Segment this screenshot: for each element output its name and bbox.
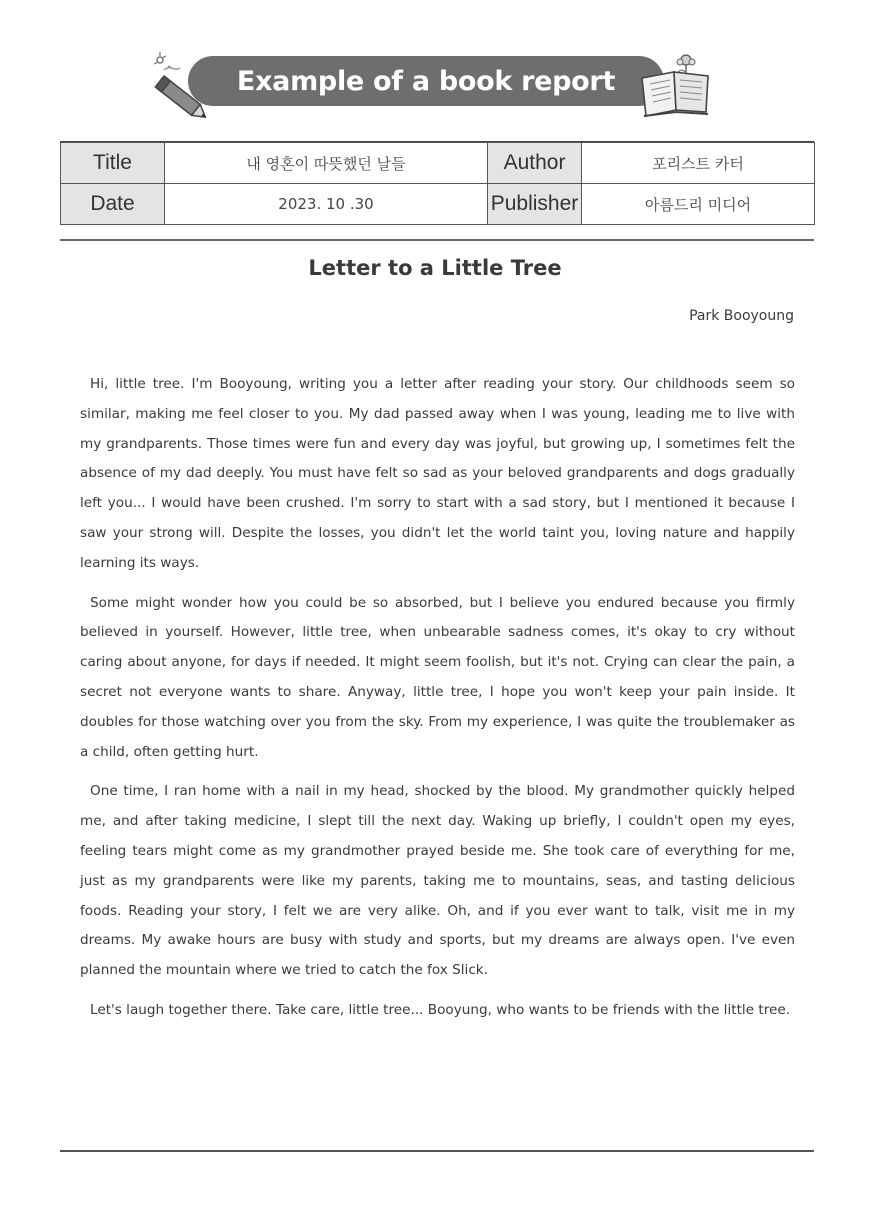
author-label: Author xyxy=(488,143,582,184)
paragraph: One time, I ran home with a nail in my head, shocked by the blood. My grandmother quickly helped me, and after taking medicine, I slept till the next day. Waking up briefly, I couldn't open my eyes, feeling tears might come as my grandmother prayed beside me. She took care of everything for me, just as my grandparents were like my parents, taking me to mountains, seas, and tasting delicious foods. Reading your story, I felt we are very alike. Oh, and if you ever want to talk, visit me in my dreams. My awake hours are busy with study and sports, but my dreams are always open. I've even planned the mountain where we tried to catch the fox Slick. xyxy=(80,783,795,979)
title-value: 내 영혼이 따뜻했던 날들 xyxy=(165,143,488,184)
publisher-value: 아름드리 미디어 xyxy=(582,184,815,225)
footer-rule xyxy=(60,1150,814,1152)
publisher-label: Publisher xyxy=(488,184,582,225)
date-value: 2023. 10 .30 xyxy=(165,184,488,225)
date-label: Date xyxy=(61,184,165,225)
paragraph: Hi, little tree. I'm Booyoung, writing you a letter after reading your story. Our childhoods seem so similar, making me feel closer to you. My dad passed away when I was young, leading me to live with my grandparents. Those times were fun and every day was joyful, but growing up, I sometimes felt the absence of my dad deeply. You must have felt so sad as your beloved grandparents and dogs gradually left you... I would have been crushed. I'm sorry to start with a sad story, but I mentioned it because I saw your strong will. Despite the losses, you didn't let the world taint you, loving nature and happily learning its ways. xyxy=(80,376,795,571)
report-body xyxy=(80,370,795,1036)
title-label: Title xyxy=(61,143,165,184)
report-title: Letter to a Little Tree xyxy=(308,256,562,280)
banner-bar xyxy=(188,56,664,106)
paragraph: Some might wonder how you could be so absorbed, but I believe you endured because you firmly believed in yourself. However, little tree, when unbearable sadness comes, it's okay to cry without caring about anyone, for days if needed. It might seem foolish, but it's not. Crying can clear the pain, a secret not everyone wants to share. Anyway, little tree, I hope you won't keep your pain inside. It doubles for those watching over you from the sky. From my experience, I was quite the troublemaker as a child, often getting hurt. xyxy=(80,594,795,760)
page-title: Example of a book report xyxy=(236,65,616,97)
author-value: 포리스트 카터 xyxy=(582,143,815,184)
section-divider xyxy=(60,239,814,241)
header-banner xyxy=(150,50,730,120)
paragraph: Let's laugh together there. Take care, little tree... Booyung, who wants to be friends with the little tree. xyxy=(90,1001,791,1018)
table-row xyxy=(61,184,815,225)
open-book-icon xyxy=(636,50,716,122)
report-author: Park Booyoung xyxy=(689,308,794,324)
table-row xyxy=(61,143,815,184)
book-info-table xyxy=(60,142,815,225)
